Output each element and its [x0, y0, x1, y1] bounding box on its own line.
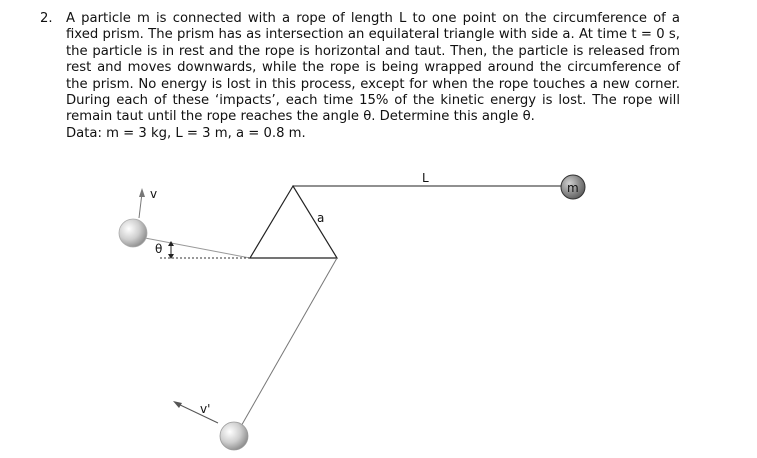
- label-velocity-lower: v': [200, 402, 211, 416]
- problem-text: A particle m is connected with a rope of length L to one point on the circumference of a fixed prism. The prism has as intersection an equilateral triangle with side a. At time t = 0 s, the particle is in rest and the rope is horizontal and taut. Then, the particle is released from rest and moves downwards, while the rope is being wrapped around the circumference of the prism. No energy is lost in this process, except for when the rope touches a new corner. During each of these ‘impacts’, each time 15% of the kinetic energy is lost. The rope will remain taut until the rope reaches the angle θ. Determine this angle θ.: [66, 11, 680, 125]
- label-rope-length: L: [422, 171, 429, 185]
- velocity-arrowhead-lower: [173, 401, 182, 408]
- label-angle: θ: [155, 242, 163, 256]
- label-velocity-upper: v: [150, 187, 158, 201]
- particle-final: [119, 219, 147, 247]
- velocity-arrowhead-upper: [139, 188, 145, 197]
- rope-lower: [240, 258, 337, 428]
- particle-lower: [220, 422, 248, 450]
- label-side: a: [317, 211, 325, 225]
- label-mass: m: [567, 181, 579, 195]
- problem-data: Data: m = 3 kg, L = 3 m, a = 0.8 m.: [66, 125, 306, 141]
- problem-number: 2.: [40, 11, 53, 26]
- velocity-arrow-lower: [176, 403, 218, 423]
